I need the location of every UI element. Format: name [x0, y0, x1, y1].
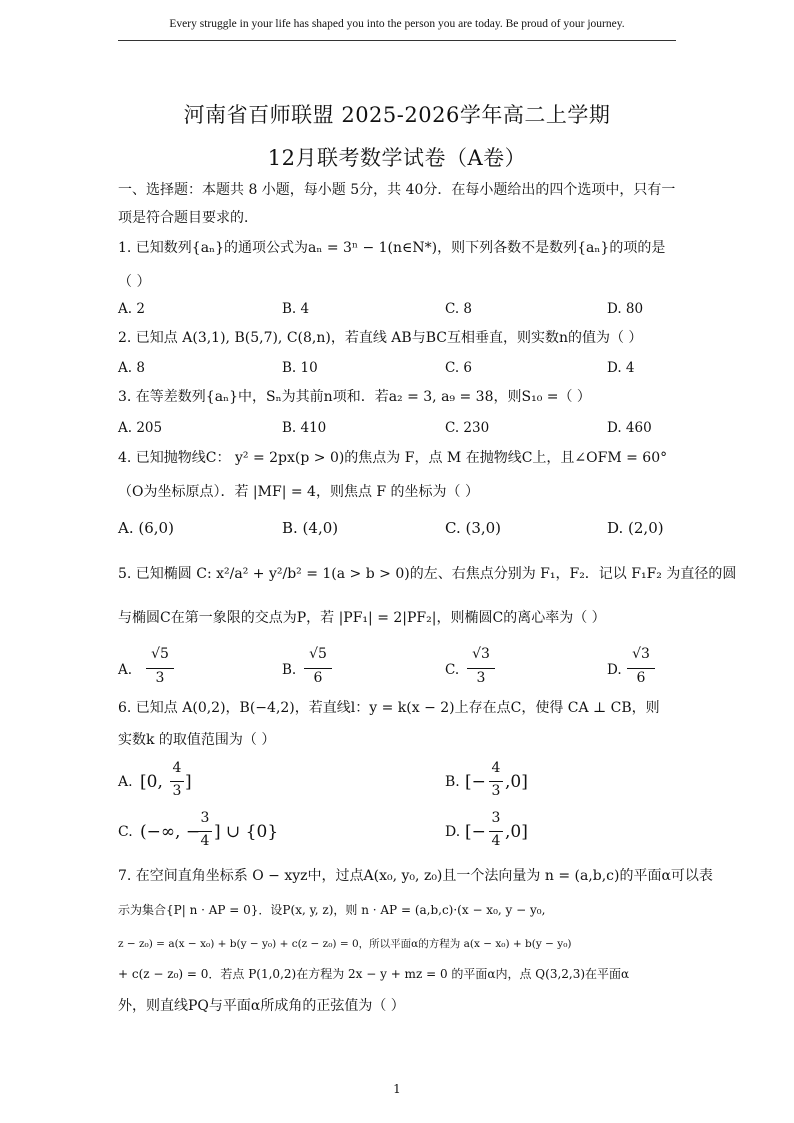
q7-stem-3: z − z₀) = a(x − x₀) + b(y − y₀) + c(z − z₀) = 0，所以平面α的方程为 a(x − x₀) + b(y − y₀)	[118, 938, 572, 950]
q5-option-b-fraction-bar	[304, 668, 332, 669]
q5-option-d-denominator: 6	[636, 670, 646, 686]
q3-option-d: D. 460	[607, 420, 652, 436]
q6-option-c-label: C.	[118, 824, 133, 840]
q2-option-b: B. 10	[282, 360, 318, 376]
page-number: 1	[393, 1082, 401, 1096]
q1-option-c: C. 8	[445, 301, 473, 317]
q6-option-a	[118, 762, 418, 802]
q1-option-a: A. 2	[118, 301, 145, 317]
q6-stem-2: 实数k 的取值范围为（ ）	[118, 732, 276, 748]
q5-option-a-fraction-bar	[146, 668, 174, 669]
q6-option-d	[445, 812, 745, 852]
q6-option-c-numerator: 3	[200, 810, 210, 826]
q6-option-c-denominator: 4	[200, 833, 210, 849]
q6-option-c-suffix: ] ∪ {0}	[214, 822, 279, 842]
q5-option-a-numerator: √5	[151, 646, 169, 662]
q5-option-c-numerator: √3	[472, 646, 490, 662]
header-rule	[118, 40, 676, 41]
q1-blank: （ ）	[118, 274, 151, 290]
exam-title-line2: 12月联考数学试卷（A卷）	[267, 146, 527, 170]
q6-option-a-prefix: [0,	[140, 772, 163, 792]
q2-option-d: D. 4	[607, 360, 635, 376]
q3-option-a: A. 205	[118, 420, 163, 436]
q6-option-d-prefix: [−	[465, 822, 486, 842]
q6-option-a-numerator: 4	[172, 760, 182, 776]
q5-option-a-denominator: 3	[155, 670, 165, 686]
q4-option-c: C. (3,0)	[445, 519, 502, 537]
q6-option-c-prefix: (−∞, −	[140, 822, 201, 842]
q7-stem-4: + c(z − z₀) = 0．若点 P(1,0,2)在方程为 2x − y + mz = 0 的平面α内，点 Q(3,2,3)在平面α	[118, 967, 630, 981]
q6-option-d-numerator: 3	[491, 810, 501, 826]
q5-stem-1: 5. 已知椭圆 C: x²/a² + y²/b² = 1(a > b > 0)的左、右焦点分别为 F₁，F₂．记以 F₁F₂ 为直径的圆	[118, 566, 737, 582]
q6-option-a-suffix: ]	[185, 772, 192, 792]
q6-option-a-denominator: 3	[172, 783, 182, 799]
q7-stem-2: 示为集合{P| n · AP = 0}．设P(x, y, z)，则 n · AP = (a,b,c)·(x − x₀, y − y₀,	[118, 903, 546, 917]
q5-option-b-denominator: 6	[313, 670, 323, 686]
section-instructions-1: 一、选择题：本题共 8 小题，每小题 5分，共 40分．在每小题给出的四个选项中，只有一	[118, 182, 676, 198]
q6-option-b	[445, 762, 745, 802]
q5-option-b-numerator: √5	[309, 646, 327, 662]
q5-option-c-label: C.	[445, 662, 460, 678]
q3-stem: 3. 在等差数列{aₙ}中，Sₙ为其前n项和．若a₂ = 3, a₉ = 38，则S₁₀ =（ ）	[118, 389, 591, 405]
q2-option-c: C. 6	[445, 360, 473, 376]
q5-option-c-fraction-bar	[467, 668, 495, 669]
q2-option-a: A. 8	[118, 360, 145, 376]
q5-option-d-numerator: √3	[632, 646, 650, 662]
exam-title-line1: 河南省百师联盟 2025-2026学年高二上学期	[183, 103, 611, 127]
q5-option-c-denominator: 3	[476, 670, 486, 686]
q1-option-d: D. 80	[607, 301, 644, 317]
q4-option-b: B. (4,0)	[282, 519, 339, 537]
q1-option-b: B. 4	[282, 301, 310, 317]
q6-option-d-label: D.	[445, 824, 461, 840]
section-instructions-2: 项是符合题目要求的．	[118, 210, 258, 226]
q5-option-b-label: B.	[282, 662, 297, 678]
q6-option-d-fraction-bar	[489, 831, 503, 832]
q5-option-a-label: A.	[118, 662, 133, 678]
q4-option-d: D. (2,0)	[607, 519, 664, 537]
q6-option-a-label: A.	[118, 774, 133, 790]
q4-stem-2: （O为坐标原点）．若 |MF| = 4，则焦点 F 的坐标为（ ）	[118, 484, 480, 500]
q3-option-c: C. 230	[445, 420, 490, 436]
q4-stem-1: 4. 已知抛物线C： y² = 2px(p > 0)的焦点为 F，点 M 在抛物线C上，且∠OFM = 60°	[118, 450, 668, 466]
q6-option-b-label: B.	[445, 774, 460, 790]
q5-option-d-fraction-bar	[627, 668, 655, 669]
q6-stem-1: 6. 已知点 A(0,2)，B(−4,2)，若直线l：y = k(x − 2)上存在点C，使得 CA ⊥ CB，则	[118, 700, 660, 716]
q5-option-d-label: D.	[607, 662, 622, 678]
q6-option-b-fraction-bar	[489, 781, 503, 782]
q2-stem: 2. 已知点 A(3,1), B(5,7), C(8,n)，若直线 AB与BC互相垂直，则实数n的值为（ ）	[118, 330, 643, 346]
header-motto: Every struggle in your life has shaped you into the person you are today. Be proud of your journey.	[169, 18, 625, 30]
q7-stem-5: 外，则直线PQ与平面α所成角的正弦值为（ ）	[118, 998, 405, 1014]
q6-option-b-prefix: [−	[465, 772, 486, 792]
q6-option-d-suffix: ,0]	[505, 822, 528, 842]
q7-stem-1: 7. 在空间直角坐标系 O − xyz中，过点A(x₀, y₀, z₀)且一个法向量为 n = (a,b,c)的平面α可以表	[118, 868, 713, 884]
q6-option-b-suffix: ,0]	[505, 772, 528, 792]
q6-option-b-numerator: 4	[491, 760, 501, 776]
q6-option-a-fraction-bar	[170, 781, 184, 782]
q6-option-b-denominator: 3	[491, 783, 501, 799]
q5-stem-2: 与椭圆C在第一象限的交点为P，若 |PF₁| = 2|PF₂|，则椭圆C的离心率为（ ）	[118, 610, 606, 626]
q3-option-b: B. 410	[282, 420, 327, 436]
q4-option-a: A. (6,0)	[118, 519, 174, 537]
q1-stem: 1. 已知数列{aₙ}的通项公式为aₙ = 3ⁿ − 1(n∈N*)，则下列各数不是数列{aₙ}的项的是	[118, 240, 666, 256]
q6-option-c-fraction-bar	[198, 831, 212, 832]
q6-option-d-denominator: 4	[491, 833, 501, 849]
q6-option-c	[118, 812, 418, 852]
